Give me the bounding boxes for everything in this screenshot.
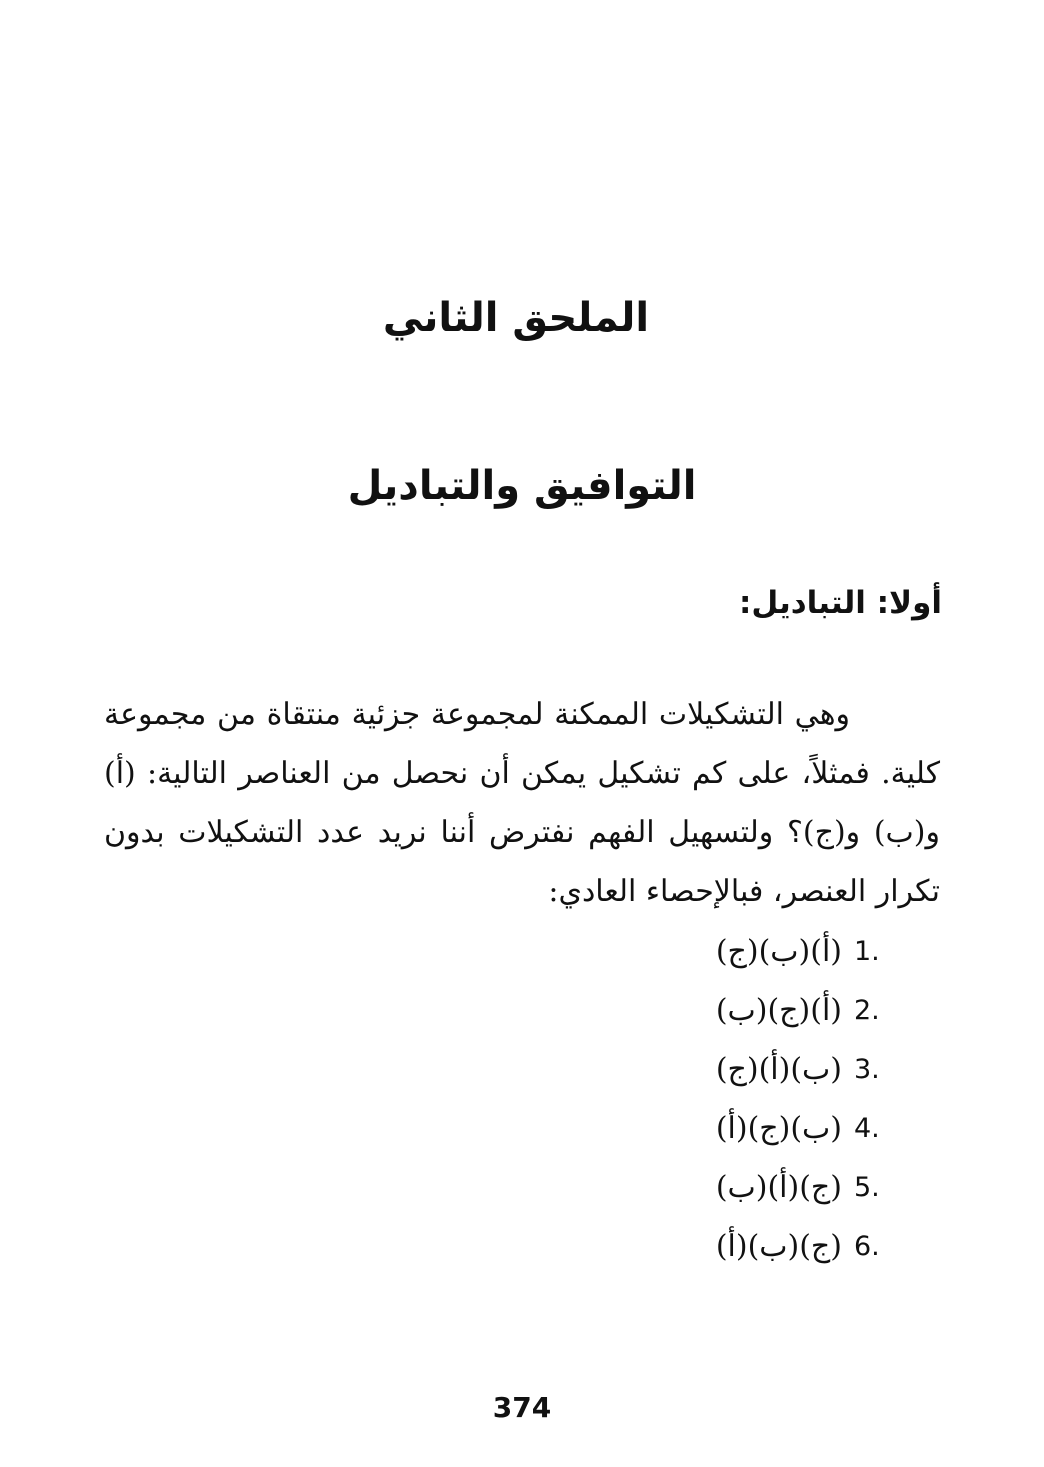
list-item-text: (ب)(ج)(أ) <box>715 1111 842 1146</box>
appendix-title <box>0 288 1044 348</box>
list-item-text: (أ)(ب)(ج) <box>715 934 842 969</box>
list-item <box>716 1158 894 1217</box>
body-paragraph: وهي التشكيلات الممكنة لمجموعة جزئية منتقاة من مجموعة كلية. فمثلاً، على كم تشكيل يمكن أن نحصل من العناصر التالية: (أ) و(ب) و(ج)؟ ولتسهيل الفهم نفترض أننا نريد عدد التشكيلات بدون تكرار العنصر، فبالإحصاء العادي: <box>104 697 940 909</box>
list-item <box>716 922 894 981</box>
page-number: 374 <box>492 1391 552 1424</box>
list-item-number: 5. <box>854 1172 880 1203</box>
permutations-list <box>716 922 894 1276</box>
list-item-text: (أ)(ج)(ب) <box>715 993 842 1028</box>
list-item <box>716 1099 894 1158</box>
list-item-number: 1. <box>854 936 880 967</box>
list-item <box>716 981 894 1040</box>
list-item-number: 4. <box>854 1113 880 1144</box>
list-item-number: 2. <box>854 995 880 1026</box>
section-heading: أولا: التباديل: <box>739 585 942 621</box>
list-item-number: 6. <box>854 1231 880 1262</box>
list-item <box>716 1217 894 1276</box>
list-item <box>716 1040 894 1099</box>
list-item-text: (ج)(أ)(ب) <box>715 1170 842 1205</box>
list-item-text: (ج)(ب)(أ) <box>715 1229 842 1264</box>
chapter-title: التوافيق والتباديل <box>347 463 697 509</box>
list-item-number: 3. <box>854 1054 880 1085</box>
list-item-text: (ب)(أ)(ج) <box>715 1052 842 1087</box>
appendix-title-text: الملحق الثاني <box>382 295 650 341</box>
